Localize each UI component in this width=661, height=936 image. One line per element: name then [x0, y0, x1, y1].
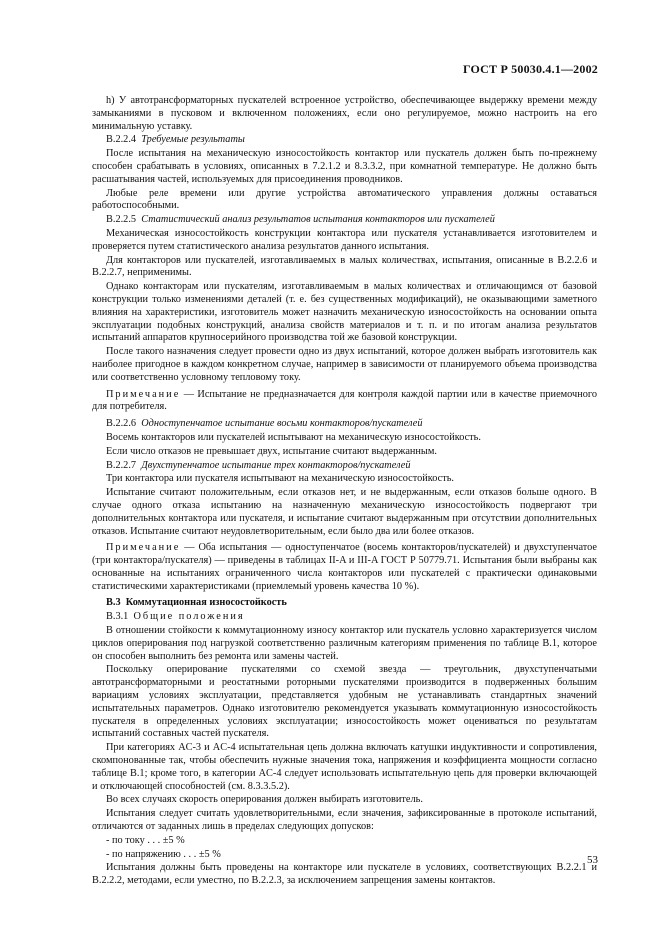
paragraph: Три контактора или пускателя испытывают на механическую износостойкость. — [106, 473, 454, 485]
document-header: ГОСТ Р 50030.4.1—2002 — [462, 62, 598, 76]
section-number: B.2.2.4 — [106, 134, 137, 146]
section-number: B.3 — [106, 597, 121, 609]
paragraph: Восемь контакторов или пускателей испытывают на механическую износостойкость. — [106, 431, 481, 443]
note-text: — Испытание не предназначается для контроля каждой партии или в качестве приемочного для потребителя. — [92, 388, 597, 413]
section-title: Коммутационная износостойкость — [125, 597, 287, 609]
section-title: Одноступенчатое испытание восьми контакторов/пускателей — [141, 418, 423, 430]
section-number: B.2.2.5 — [106, 214, 137, 226]
section-title: Статистический анализ результатов испытания контакторов или пускателей — [141, 214, 495, 226]
document-body — [92, 95, 597, 889]
tolerance-item: - по току . . . ±5 % — [106, 834, 185, 846]
section-heading-b31 — [92, 611, 597, 624]
paragraph: Испытания должны быть проведены на контакторе или пускателе в условиях, соответствующих B.2.2.1 и B.2.2.2, методами, если уместно, по B.2.2.3, за исключением запрещения замены контактов. — [92, 862, 597, 887]
section-heading-b225 — [92, 214, 597, 227]
tolerance-item: - по напряжению . . . ±5 % — [106, 848, 221, 860]
paragraph: Поскольку оперирование пускателями со схемой звезда — треугольник, двухступенчатыми автотрансформаторными и реостатными роторными пускателями производится в подверженных большим вариациям условиях эксплуатации, представляется удобным не устанавливать стандартных значений испытательных параметров. Однако изготовителю рекомендуется указывать коммутационную износостойкость пускателя в определенных условиях эксплуатации; износостойкость может оцениваться по результатам испытаний составных частей пускателя. — [92, 664, 597, 740]
paragraph: После такого назначения следует провести одно из двух испытаний, которое должен выбрать изготовитель как наиболее пригодное в каждом конкретном случае, например в зависимости от планируемого объема производства или соответственно условному тепловому току. — [92, 346, 597, 383]
section-heading-b3 — [92, 597, 597, 610]
note-text: — Оба испытания — одноступенчатое (восемь контакторов/пускателей) и двухступенчатое (три контактора/пускателя) — приведены в таблицах II-A и III-A ГОСТ Р 50779.71. Испытания были выбраны как основанные на испытаниях ограниченного числа контакторов или пускателей с практически одинаковыми статистическими характеристиками (приемлемый уровень качества 10 %). — [92, 542, 597, 592]
section-number: B.2.2.7 — [106, 459, 137, 471]
section-number: B.3.1 — [106, 611, 129, 623]
paragraph: После испытания на механическую износостойкость контактор или пускатель должен быть по-прежнему способен срабатывать в условиях, описанных в 7.2.1.2 и 8.3.3.2, при комнатной температуре. Не должно быть расшатывания частей, используемых для присоединения проводников. — [92, 148, 597, 185]
paragraph: Для контакторов или пускателей, изготавливаемых в малых количествах, испытания, описанные в B.2.2.6 и B.2.2.7, неприменимы. — [92, 254, 597, 279]
note — [92, 389, 597, 415]
paragraph: Испытание считают положительным, если отказов нет, и не выдержанным, если отказов больше одного. В случае одного отказа испытанию на назначенную механическую износостойкость подвергают три дополнительных контактора или пускателя, и испытание считают выдержанным при отсутствии дополнительных отказов. Испытание считают неудовлетворительным, если было два или более отказов. — [92, 487, 597, 537]
section-title: Общие положения — [133, 611, 245, 623]
paragraph-h: h) У автотрансформаторных пускателей встроенное устройство, обеспечивающее выдержку времени между замыканиями в пусковом и включенном положениях, если оно регулируемое, можно настроить на его минимальную уставку. — [92, 95, 597, 132]
page-number: 53 — [587, 854, 598, 866]
section-heading-b224 — [92, 134, 597, 147]
paragraph: При категориях AC-3 и AC-4 испытательная цепь должна включать катушки индуктивности и сопротивления, скомпонованные так, чтобы обеспечить нужные значения тока, напряжения и коэффициента мощности согласно таблице B.1; кроме того, в категории AC-4 следует использовать испытательную цепь для проверки включающей и отключающей способностей (см. 8.3.3.5.2). — [92, 742, 597, 792]
section-title: Двухступенчатое испытание трех контакторов/пускателей — [141, 459, 411, 471]
note-label: Примечание — [106, 542, 181, 554]
paragraph: Во всех случаях скорость оперирования должен выбирать изготовитель. — [106, 794, 423, 806]
section-number: B.2.2.6 — [106, 418, 137, 430]
paragraph: Однако контакторам или пускателям, изготавливаемым в малых количествах и отличающимся от базовой конструкции только изменениями деталей (т. е. без существенных модификаций), не оказывающими заметного влияния на характеристики, изготовитель может назначить механическую износостойкость на основании опыта эксплуатации подобных конструкций, анализа свойств материалов и т. п. и по итогам анализа результатов испытаний аппаратов крупносерийного производства той же базовой конструкции. — [92, 281, 597, 344]
section-title: Требуемые результаты — [141, 134, 245, 146]
section-heading-b227 — [92, 460, 597, 473]
note-label: Примечание — [106, 388, 181, 400]
paragraph: В отношении стойкости к коммутационному износу контактор или пускатель условно характеризуется числом циклов оперирования под нагрузкой соответственно различным категориям применения по таблице B.1, которое он способен выполнить без ремонта или замены частей. — [92, 625, 597, 662]
paragraph: Любые реле времени или другие устройства автоматического управления должны оставаться работоспособными. — [92, 187, 597, 212]
paragraph: Испытания следует считать удовлетворительными, если значения, зафиксированные в протоколе испытаний, отличаются от заданных лишь в пределах следующих допусков: — [92, 808, 597, 833]
section-heading-b226 — [92, 418, 597, 431]
paragraph: Механическая износостойкость конструкции контактора или пускателя устанавливается изготовителем и проверяется путем статистического анализа результатов данного испытания. — [92, 227, 597, 252]
note — [92, 542, 597, 593]
paragraph: Если число отказов не превышает двух, испытание считают выдержанным. — [106, 445, 437, 457]
